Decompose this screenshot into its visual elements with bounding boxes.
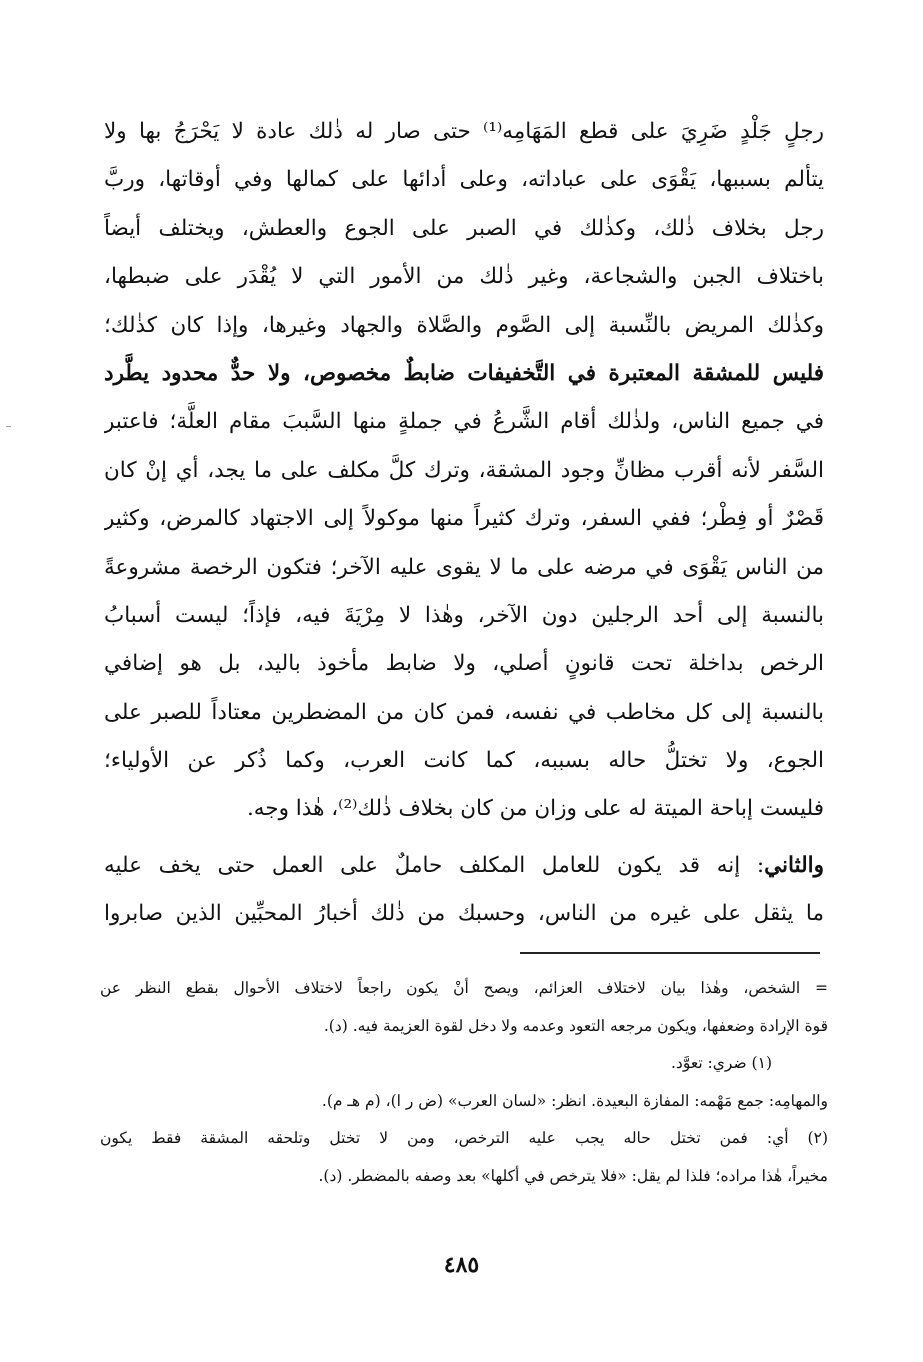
- footnote-1: (١) ضري: تعوَّد.: [671, 1054, 772, 1073]
- footnote-2: (٢) أي: فمن تختل حاله يجب عليه الترخص، ومن لا تختل وتلحقه المشقة فقط يكون: [100, 1129, 828, 1148]
- text-line: من الناس يَقْوَى في مرضه على ما لا يقوى عليه الآخر؛ فتكون الرخصة مشروعةً: [104, 554, 824, 580]
- text-line: وكذٰلك المريض بالنِّسبة إلى الصَّوم والصَّلاة والجهاد وغيرها، وإذا كان كذٰلك؛: [104, 312, 824, 338]
- text-line: رجلٍ جَلْدٍ ضَرِيَ على قطع المَهَامِه⁽¹⁾ حتى صار له ذٰلك عادة لا يَحْرَجُ بها ولا: [104, 119, 824, 144]
- footnote-2-detail: مخيراً، هٰذا مراده؛ فلذا لم يقل: «فلا يترخص في أكلها» بعد وصفه بالمضطر. (د).: [318, 1166, 828, 1185]
- second-point-text: : إنه قد يكون للعامل المكلف حاملٌ على العمل حتى يخف عليه: [104, 852, 765, 878]
- text-line: الرخص بداخلة تحت قانونٍ أصلي، ولا ضابط مأخوذ باليد، بل هو إضافي: [104, 651, 824, 677]
- text-line: فليست إباحة الميتة له على وزان من كان بخلاف ذٰلك⁽²⁾، هٰذا وجه.: [246, 796, 824, 822]
- main-text: [104, 108, 824, 939]
- second-point-line: [104, 842, 824, 890]
- text-line: قَصْرٌ أو فِطْر؛ ففي السفر، وترك كثيراً منها موكولاً إلى الاجتهاد كالمرض، وكثير: [104, 506, 824, 532]
- text-line: السَّفر لأنه أقرب مظانِّ وجود المشقة، وترك كلَّ مكلف على ما يجد، أي إنْ كان: [104, 457, 824, 483]
- footnote-1-detail: والمهامِه: جمع مَهْمه: المفازة البعيدة. انظر: «لسان العرب» (ض ر ا)، (م هـ م).: [321, 1091, 828, 1110]
- text-line: يتألم بسببها، يَقْوَى على عباداته، وعلى أدائها على كمالها وفي أوقاتها، وربَّ: [104, 167, 824, 193]
- text-line: في جميع الناس، ولذٰلك أقام الشَّرعُ في جملةٍ منها السَّببَ مقام العلَّة؛ فاعتبر: [104, 409, 824, 435]
- text-line: بالنسبة إلى كل مخاطب في نفسه، فمن كان من المضطرين معتاداً للصبر على: [104, 699, 824, 725]
- text-line: بالنسبة إلى أحد الرجلين دون الآخر، وهٰذا لا مِرْيَةَ فيه، فإذاً؛ ليست أسبابُ: [104, 602, 824, 628]
- footnote-separator: [520, 952, 820, 954]
- page-number: ٤٨٥: [443, 1252, 480, 1278]
- text-line: رجل بخلاف ذٰلك، وكذٰلك في الصبر على الجوع والعطش، ويختلف أيضاً: [104, 215, 824, 241]
- bold-text-line: فليس للمشقة المعتبرة في التَّخفيفات ضابطٌ مخصوص، ولا حدٌّ محدود يطَّرد: [104, 360, 824, 386]
- text-line: باختلاف الجبن والشجاعة، وغير ذٰلك من الأمور التي لا يُقْدَر على ضبطها،: [104, 264, 824, 290]
- second-point-label: والثاني: [764, 852, 824, 878]
- margin-mark: [6, 426, 11, 427]
- text-line: ما يثقل على غيره من الناس، وحسبك من ذٰلك أخبارُ المحبِّين الذين صابروا: [104, 901, 824, 927]
- text-line: الجوع، ولا تختلُّ حاله بسببه، كما كانت العرب، وكما ذُكر عن الأولياء؛: [104, 748, 824, 774]
- footnotes: [100, 970, 828, 1196]
- footnote-continuation-line: قوة الإرادة وضعفها، ويكون مرجعه التعود وعدمه ولا دخل لقوة العزيمة فيه. (د).: [323, 1016, 828, 1035]
- footnote-continuation-line: = الشخص، وهٰذا بيان لاختلاف العزائم، ويصح أنْ يكون راجعاً لاختلاف الأحوال بقطع النظر عن: [100, 979, 828, 997]
